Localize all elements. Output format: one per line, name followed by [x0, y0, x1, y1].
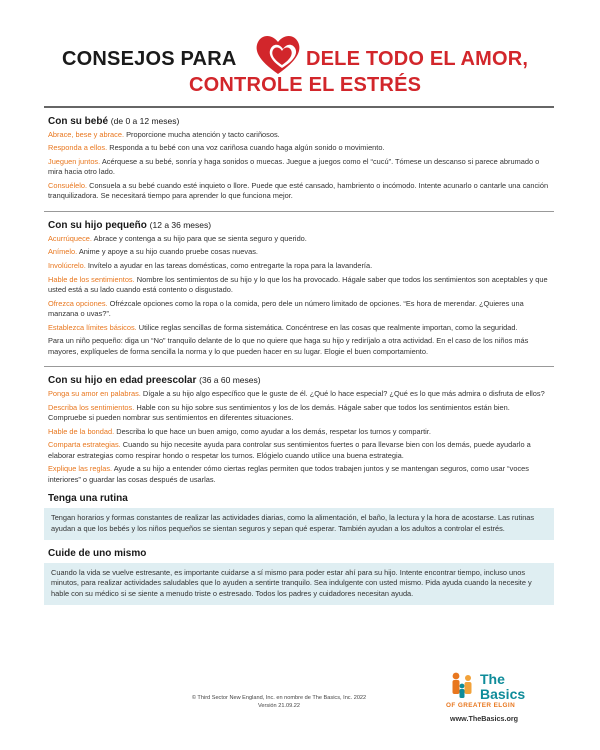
tip-keyword: Describa los sentimientos.	[48, 402, 135, 412]
header-divider	[44, 106, 554, 108]
section-age-range: (12 a 36 meses)	[149, 219, 212, 230]
section-age-range: (de 0 a 12 meses)	[110, 115, 180, 126]
tip-text: Dígale a su hijo algo específico que le guste de él. ¿Qué lo hace especial? ¿Qué es lo que más admira o disfruta de ellos?	[140, 389, 545, 399]
tip-text: Hable con su hijo sobre sus sentimientos y los de los demás. Hágale saber que todos los sentimientos están bien. Compruebe si pueden nombrar sus sentimientos en diferentes situaciones.	[48, 402, 510, 423]
tip-paragraph	[48, 181, 550, 202]
the-basics-logo	[440, 669, 558, 729]
tip-keyword: Ponga su amor en palabras.	[48, 389, 141, 399]
tip-text: Cuando su hijo necesite ayuda para controlar sus sentimientos fuertes o para llevarse bien con los demás, puede ayudarlo a elaborar estrategias como respirar hondo o respetar los turnos. Elógielo cuando utilice una buena estrategia.	[48, 440, 531, 460]
tip-paragraph	[48, 323, 550, 333]
tip-paragraph	[48, 440, 550, 461]
section-title-text: Con su hijo en edad preescolar	[48, 375, 197, 387]
tip-paragraph	[48, 403, 550, 424]
tip-paragraph	[48, 389, 550, 399]
tip-keyword: Involúcrelo.	[48, 261, 86, 271]
sections	[44, 116, 554, 486]
logo-the: The	[480, 671, 505, 687]
tip-keyword: Comparta estrategias.	[48, 440, 121, 450]
tip-paragraph	[48, 336, 550, 357]
logo-basics: Basics	[480, 686, 526, 702]
tip-text: Nombre los sentimientos de su hijo y lo que los ha provocado. Hágale saber que todos los sentimientos son aceptables y que usted está a su lado cuando está contento o disgustado.	[48, 274, 548, 295]
section-title-text: Con su bebé	[48, 115, 109, 127]
tip-text: Proporcione mucha atención y tacto cariñosos.	[124, 129, 280, 139]
tip-paragraph	[48, 247, 550, 257]
tip-text: Consuela a su bebé cuando esté inquieto o llore. Puede que esté cansado, hambriento o incómodo. Intente acunarlo o cantarle una canción tranquilizadora. Se necesitará tiempo para aprender lo que funciona mejor.	[48, 180, 549, 201]
website-url[interactable]: www.TheBasics.org	[450, 714, 519, 723]
tip-paragraph	[48, 299, 550, 320]
tip-keyword: Hable de los sentimientos.	[48, 274, 135, 284]
section-title-text: Con su hijo pequeño	[48, 219, 147, 231]
hearts-icon	[252, 32, 304, 76]
tip-text: Utilice reglas sencillas de forma sistemática. Concéntrese en las cosas que realmente importan, como la seguridad.	[136, 322, 518, 332]
tip-text: Abrace y contenga a su hijo para que se sienta seguro y querido.	[91, 233, 307, 243]
section-0	[48, 116, 550, 202]
version-text: Versión 21.09.22	[258, 703, 300, 709]
tip-text: Anime y apoye a su hijo cuando pruebe cosas nuevas.	[77, 247, 258, 257]
tip-keyword: Explique las reglas.	[48, 464, 113, 474]
selfcare-title: Cuide de uno mismo	[48, 548, 147, 560]
section-age-range: (36 a 60 meses)	[199, 375, 261, 386]
section-1	[48, 220, 550, 357]
family-figures-icon	[448, 671, 478, 701]
copyright-text: © Third Sector New England, Inc. en nombre de The Basics, Inc. 2022	[191, 695, 367, 701]
header	[44, 22, 554, 98]
tip-keyword: Consuélelo.	[48, 180, 88, 190]
header-title-right: DELE TODO EL AMOR,	[306, 48, 529, 70]
tip-text: Para un niño pequeño: diga un “No” tranquilo delante de lo que no quiere que haga su hijo y rediríjalo a otra actividad. En el caso de los niños más mayores, explíqueles de forma sencilla la norma y lo que pueden hacer en su lugar. Elogie el buen comportamiento.	[48, 336, 529, 356]
tip-text: Ofrézcale opciones como la ropa o la comida, pero dele un número limitado de opciones. “Es hora de merendar. ¿Quieres una manzana o uvas?”.	[48, 298, 524, 319]
selfcare-box: Cuando la vida se vuelve estresante, es importante cuidarse a sí mismo para poder estar ahí para su hijo. Intente encontrar tiempo, incluso unos minutos, para realizar actividades saludables que lo ayuden a sentirte tranquilo. Sea indulgente con usted mismo. Pida ayuda cuando la necesite y hable con su médico si se siente a menudo triste o estresado. Todos los padres y cuidadores necesitan ayuda.	[44, 563, 554, 605]
tip-keyword: Jueguen juntos.	[48, 156, 101, 166]
section-divider	[44, 366, 554, 367]
footer	[44, 669, 554, 729]
tip-paragraph	[48, 157, 550, 178]
header-title-line2: CONTROLE EL ESTRÉS	[189, 74, 422, 96]
tip-keyword: Abrace, bese y abrace.	[48, 129, 125, 139]
tip-text: Invítelo a ayudar en las tareas domésticas, como entregarte la ropa para la lavandería.	[85, 261, 373, 271]
section-title	[48, 116, 550, 127]
tip-paragraph	[48, 261, 550, 271]
tip-text: Acérquese a su bebé, sonría y haga sonidos o muecas. Juegue a juegos como el “cucú”. Tómese un descanso si parece abrumado o mira hacia otro lado.	[48, 156, 540, 177]
copyright-block	[164, 694, 394, 710]
section-2	[48, 375, 550, 485]
section-divider	[44, 211, 554, 212]
tip-text: Describa lo que hace un buen amigo, como ayudar a los demás, respetar los turnos y compartir.	[114, 426, 431, 436]
tip-paragraph	[48, 143, 550, 153]
tip-keyword: Responda a ellos.	[48, 143, 108, 153]
header-title-left: CONSEJOS PARA	[62, 48, 237, 70]
tip-keyword: Hable de la bondad.	[48, 426, 115, 436]
section-title	[48, 375, 550, 386]
tip-text: Ayude a su hijo a entender cómo ciertas reglas permiten que todos trabajen juntos y se mantengan seguros, como usar “voces interiores” o guardar las cosas después de usarlas.	[48, 464, 529, 484]
section-title	[48, 220, 550, 231]
tip-paragraph	[48, 275, 550, 296]
tip-keyword: Anímelo.	[48, 247, 78, 257]
tip-paragraph	[48, 234, 550, 244]
tip-paragraph	[48, 130, 550, 140]
routine-title: Tenga una rutina	[48, 493, 128, 505]
tip-keyword: Ofrezca opciones.	[48, 298, 108, 308]
logo-subtitle: OF GREATER ELGIN	[446, 702, 516, 709]
tip-paragraph	[48, 464, 550, 485]
tip-keyword: Establezca límites básicos.	[48, 322, 137, 332]
tip-text: Responda a tu bebé con una voz cariñosa cuando haga algún sonido o movimiento.	[107, 143, 385, 153]
handout-page	[44, 22, 554, 732]
tip-keyword: Acurrúquece.	[48, 233, 92, 243]
tip-paragraph	[48, 427, 550, 437]
routine-box: Tengan horarios y formas constantes de realizar las actividades diarias, como la alimentación, el baño, la lectura y la hora de acostarse. Las rutinas ayudan a que los bebés y los niños pequeños se sientan seguros y sepan qué esperar. También ayudan a los adultos a controlar el estrés.	[44, 508, 554, 540]
